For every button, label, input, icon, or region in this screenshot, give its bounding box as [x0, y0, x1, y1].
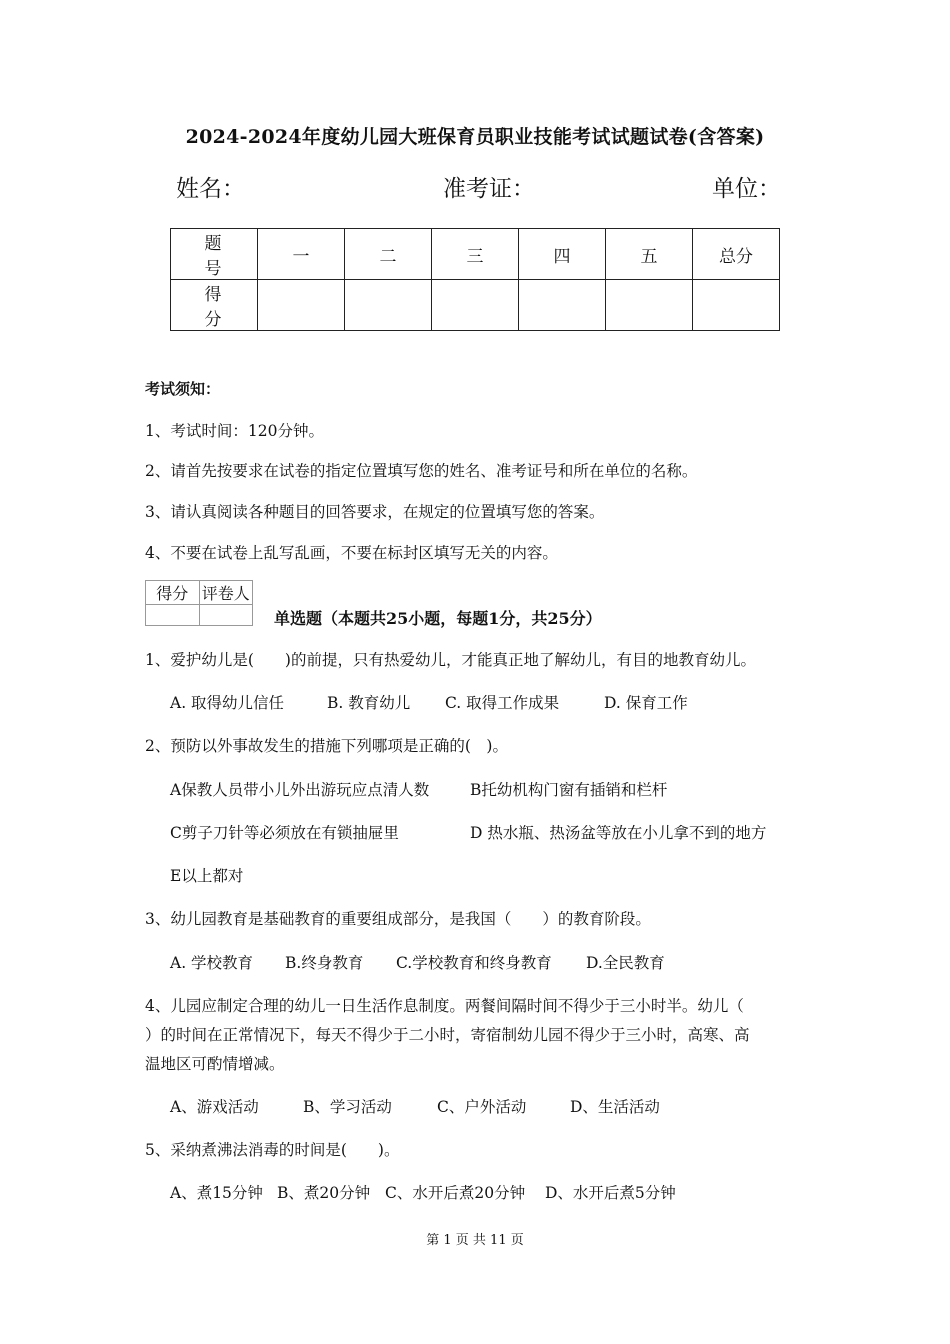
question-option: A、游戏活动: [170, 1098, 259, 1116]
score-cell[interactable]: [519, 280, 606, 331]
question-option: C.学校教育和终身教育: [396, 954, 552, 972]
question-stem: 1、爱护幼儿是( )的前提，只有热爱幼儿，才能真正地了解幼儿，有目的地教育幼儿。: [145, 651, 756, 669]
question-option: B托幼机构门窗有插销和栏杆: [470, 781, 668, 799]
score-table-col-5: 五: [606, 229, 693, 280]
score-table: [170, 228, 780, 331]
question-option: A. 学校教育: [170, 954, 254, 972]
exam-id-field-label: 准考证：: [443, 176, 535, 202]
question-option: E以上都对: [170, 867, 244, 885]
notice-item: 1、考试时间：120分钟。: [145, 422, 324, 440]
grader-name-label: 评卷人: [199, 581, 253, 605]
page-footer: 第 1 页 共 11 页: [426, 1233, 524, 1248]
question-option: C. 取得工作成果: [445, 694, 560, 712]
question-option: D 热水瓶、热汤盆等放在小儿拿不到的地方: [470, 824, 767, 842]
grader-score-label: 得分: [146, 581, 200, 605]
score-cell[interactable]: [693, 280, 780, 331]
score-table-col-1: 一: [258, 229, 345, 280]
grader-box: [145, 580, 253, 626]
question-stem: 3、幼儿园教育是基础教育的重要组成部分，是我国（ ）的教育阶段。: [145, 910, 651, 928]
question-option: A保教人员带小儿外出游玩应点清人数: [170, 781, 430, 799]
question-stem-line: 4、儿园应制定合理的幼儿一日生活作息制度。两餐间隔时间不得少于三小时半。幼儿（: [145, 997, 744, 1015]
question-option: C、户外活动: [437, 1098, 527, 1116]
question-option: B. 教育幼儿: [327, 694, 411, 712]
score-cell[interactable]: [606, 280, 693, 331]
score-table-col-total: 总分: [693, 229, 780, 280]
score-cell[interactable]: [345, 280, 432, 331]
score-table-col-3: 三: [432, 229, 519, 280]
score-table-row-label: 题 号: [171, 229, 258, 280]
question-option: D.全民教育: [586, 954, 665, 972]
question-option: B、煮20分钟: [277, 1184, 371, 1202]
grader-score-cell[interactable]: [146, 605, 200, 626]
question-stem-line: 温地区可酌情增减。: [145, 1055, 285, 1073]
question-option: D、生活活动: [570, 1098, 660, 1116]
question-option: D、水开后煮5分钟: [545, 1184, 676, 1202]
question-option: B.终身教育: [285, 954, 364, 972]
grader-name-cell[interactable]: [199, 605, 253, 626]
notice-heading: 考试须知：: [145, 380, 221, 398]
score-cell[interactable]: [432, 280, 519, 331]
question-option: A、煮15分钟: [170, 1184, 263, 1202]
score-table-header-row: [171, 229, 780, 280]
unit-field-label: 单位：: [712, 176, 781, 202]
name-field-label: 姓名：: [176, 176, 245, 202]
notice-item: 3、请认真阅读各种题目的回答要求，在规定的位置填写您的答案。: [145, 503, 605, 521]
question-stem: 5、采纳煮沸法消毒的时间是( )。: [145, 1141, 400, 1159]
question-option: A. 取得幼儿信任: [170, 694, 285, 712]
question-stem: 2、预防以外事故发生的措施下列哪项是正确的( )。: [145, 737, 508, 755]
section-title: 单选题（本题共25小题，每题1分，共25分）: [274, 609, 602, 628]
question-stem-line: ）的时间在正常情况下，每天不得少于二小时，寄宿制幼儿园不得少于三小时，高寒、高: [145, 1026, 750, 1044]
score-table-col-2: 二: [345, 229, 432, 280]
notice-item: 2、请首先按要求在试卷的指定位置填写您的姓名、准考证号和所在单位的名称。: [145, 462, 698, 480]
score-table-col-4: 四: [519, 229, 606, 280]
question-option: D. 保育工作: [604, 694, 688, 712]
notice-item: 4、不要在试卷上乱写乱画，不要在标封区填写无关的内容。: [145, 544, 558, 562]
score-table-score-label: 得 分: [171, 280, 258, 331]
question-option: C剪子刀针等必须放在有锁抽屉里: [170, 824, 399, 842]
exam-title: 2024-2024年度幼儿园大班保育员职业技能考试试题试卷(含答案): [185, 126, 765, 148]
score-table-score-row: [171, 280, 780, 331]
question-option: B、学习活动: [303, 1098, 392, 1116]
question-option: C、水开后煮20分钟: [385, 1184, 526, 1202]
